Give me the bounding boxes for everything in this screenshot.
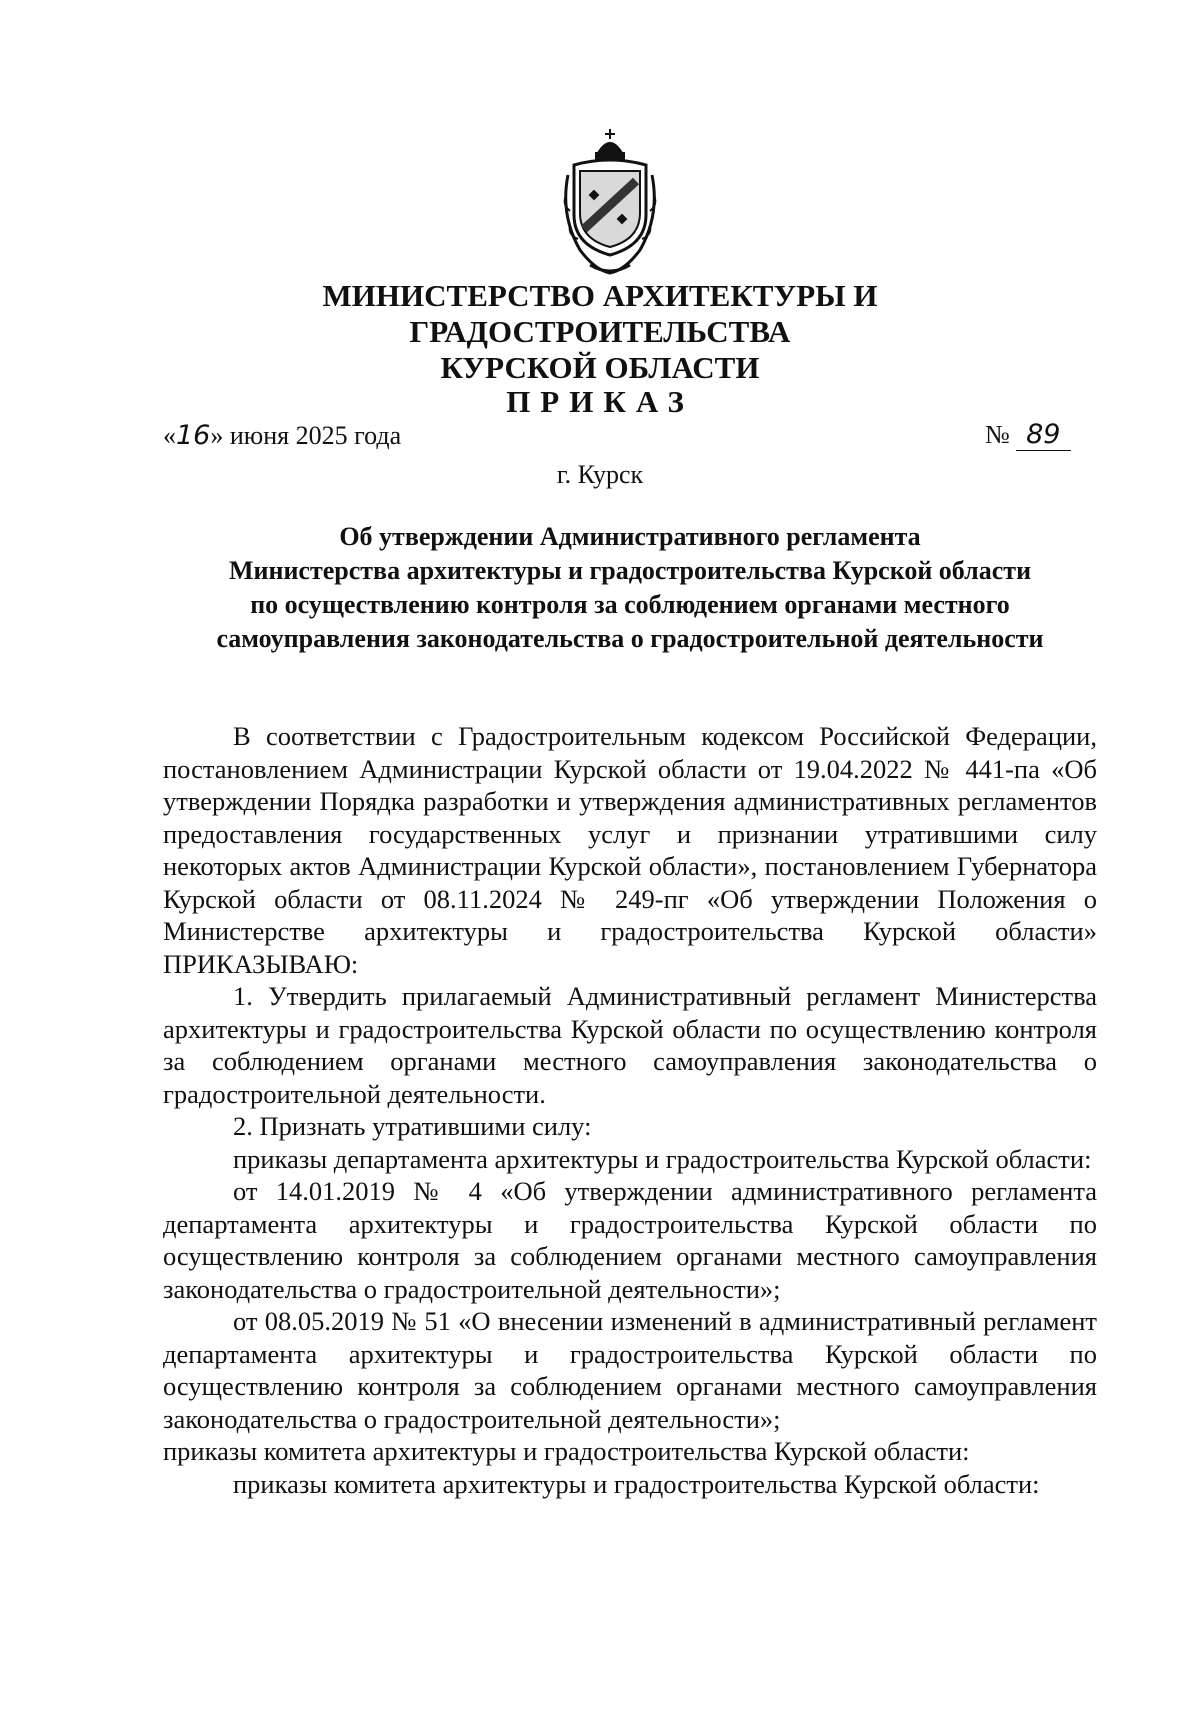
order-number-prefix: №: [985, 420, 1010, 449]
item-2-committee-orders-b: приказы комитета архитектуры и градостроительства Курской области:: [233, 1468, 1040, 1499]
ministry-name-line1: МИНИСТЕРСТВО АРХИТЕКТУРЫ И ГРАДОСТРОИТЕЛЬСТВА: [322, 278, 878, 349]
item-1-paragraph: 1. Утвердить прилагаемый Административный регламент Министерства архитектуры и градостроительства Курской области по осуществлению контроля за соблюдением органами местного самоуправления законодательства о градостроительной деятельности.: [163, 981, 1097, 1109]
preamble-paragraph: В соответствии с Градостроительным кодексом Российской Федерации, постановлением Администрации Курской области от 19.04.2022 № 441-па «Об утверждении Порядка разработки и утверждения административных регламентов предоставления государственных услуг и признании утратившими силу некоторых актов Администрации Курской области», постановлением Губернатора Курской области от 08.11.2024 № 249-пг «Об утверждении Положения о Министерстве архитектуры и градостроительства Курской области» ПРИКАЗЫВАЮ:: [163, 721, 1097, 979]
item-2-order-2019-4: от 14.01.2019 № 4 «Об утверждении административного регламента департамента архитектуры и градостроительства Курской области по осуществлению контроля за соблюдением органами местного самоуправления законодательства о градостроительной деятельности»;: [163, 1176, 1097, 1304]
item-2-department-orders: приказы департамента архитектуры и градостроительства Курской области:: [233, 1143, 1092, 1174]
item-2-committee-orders-a: приказы комитета архитектуры и градостроительства Курской области:: [163, 1436, 970, 1466]
order-number: [985, 420, 1071, 451]
coat-of-arms-emblem: [560, 125, 660, 280]
city-name: г. Курск: [556, 460, 644, 489]
document-type-title: ПРИКАЗ: [506, 384, 694, 419]
ministry-name-line2: КУРСКОЙ ОБЛАСТИ: [440, 350, 760, 385]
subject-line-4: самоуправления законодательства о градостроительной деятельности: [216, 624, 1044, 653]
date-day-handwritten: 16: [176, 420, 211, 451]
item-2-order-2019-51: от 08.05.2019 № 51 «О внесении изменений в административный регламент департамента архитектуры и градостроительства Курской области по осуществлению контроля за соблюдением органами местного самоуправления законодательства о градостроительной деятельности»;: [163, 1306, 1097, 1434]
subject-line-3: по осуществлению контроля за соблюдением органами местного: [250, 590, 1010, 619]
ministry-name: [150, 278, 1050, 386]
subject-line-1: Об утверждении Административного регламента: [339, 522, 921, 551]
order-body: [163, 720, 1097, 1500]
item-2-paragraph: 2. Признать утратившими силу:: [233, 1111, 592, 1141]
order-subject: [163, 520, 1097, 656]
subject-line-2: Министерства архитектуры и градостроительства Курской области: [228, 556, 1032, 585]
order-date: [163, 420, 401, 451]
order-number-handwritten: 89: [1016, 420, 1071, 451]
date-month-year: » июня 2025 года: [210, 421, 402, 450]
date-open-quote: «: [163, 421, 176, 450]
